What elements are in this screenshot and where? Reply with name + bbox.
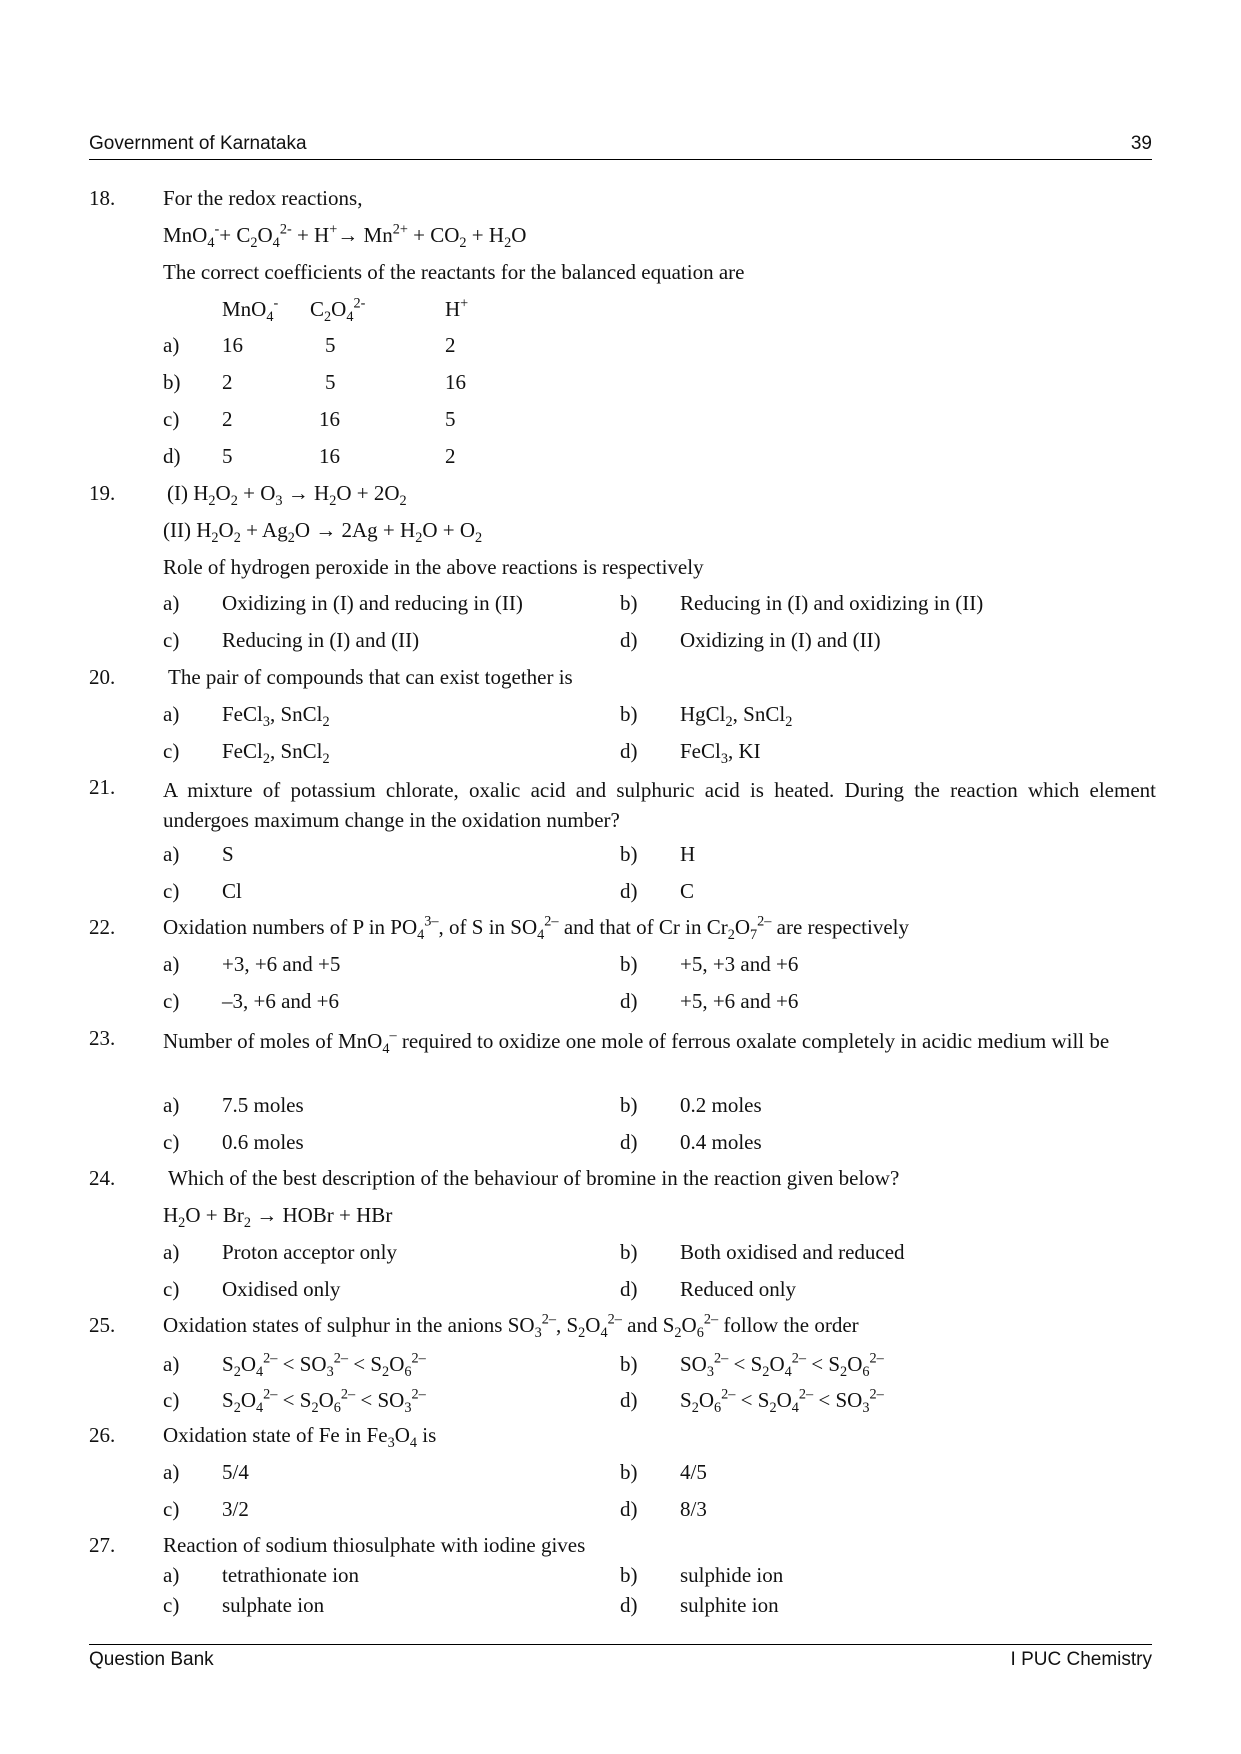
option-label: b) — [620, 1460, 638, 1484]
q21-option-a: S — [222, 842, 234, 866]
q21-option-d: C — [680, 879, 695, 903]
option-label: a) — [163, 1093, 180, 1117]
q18-row-label: a) — [163, 333, 180, 357]
option-label: d) — [620, 1130, 638, 1154]
q22-number: 22. — [89, 915, 116, 939]
q24-stem: Which of the best description of the behaviour of bromine in the reaction given below? — [168, 1166, 900, 1190]
q20-option-d: FeCl$_3$, KI — [680, 739, 761, 767]
page-number: 39 — [1130, 133, 1152, 154]
q18-row-v3: 2 — [445, 333, 456, 357]
q22-option-d: +5, +6 and +6 — [680, 989, 799, 1013]
option-label: b) — [620, 952, 638, 976]
q18-col-mno4: MnO$_4$- — [222, 295, 279, 325]
q23-stem: Number of moles of MnO$_4$– required to oxidize one mole of ferrous oxalate completely in acidic medium will be — [163, 1027, 1110, 1057]
q23-option-d: 0.4 moles — [680, 1130, 762, 1154]
q23-option-b: 0.2 moles — [680, 1093, 762, 1117]
option-label: c) — [163, 1130, 180, 1154]
q24-option-d: Reduced only — [680, 1277, 797, 1301]
q18-intro: The correct coefficients of the reactants for the balanced equation are — [163, 260, 745, 284]
q18-row-v1: 5 — [222, 444, 233, 468]
q21-option-b: H — [680, 842, 696, 866]
q18-equation: $MnO_4^-+ C_2O_4^{2-} + H^+\to Mn^{2+} + CO_2 + H_2O$ — [163, 221, 527, 251]
q18-row-v3: 2 — [445, 444, 456, 468]
q19-stem: Role of hydrogen peroxide in the above reactions is respectively — [163, 555, 704, 579]
option-label: c) — [163, 1497, 180, 1521]
option-label: c) — [163, 989, 180, 1013]
q26-option-b: 4/5 — [680, 1460, 707, 1484]
q18-row-v3: 16 — [445, 370, 466, 394]
option-label: b) — [620, 842, 638, 866]
option-label: a) — [163, 952, 180, 976]
footer-left: Question Bank — [89, 1649, 214, 1670]
q18-number: 18. — [89, 186, 116, 210]
q24-number: 24. — [89, 1166, 116, 1190]
q19-equation-2: (II) $H_2O_2 + Ag_2O \to 2Ag + H_2O + O_2$ — [163, 518, 483, 546]
q20-option-c: FeCl$_2$, SnCl$_2$ — [222, 739, 330, 767]
q18-row-label: b) — [163, 370, 181, 394]
option-label: c) — [163, 628, 180, 652]
q20-stem: The pair of compounds that can exist together is — [168, 665, 573, 689]
footer-right: I PUC Chemistry — [1010, 1649, 1152, 1670]
option-label: c) — [163, 1388, 180, 1412]
q18-col-h: H+ — [445, 295, 469, 321]
q25-option-c: $S_2O_4^{2-} < S_2O_6^{2-} < SO_3^{2-}$ — [222, 1386, 426, 1416]
option-label: d) — [620, 1388, 638, 1412]
option-label: c) — [163, 879, 180, 903]
q19-option-a: Oxidizing in (I) and reducing in (II) — [222, 591, 523, 615]
option-label: d) — [620, 1593, 638, 1617]
option-label: d) — [620, 628, 638, 652]
q26-option-c: 3/2 — [222, 1497, 249, 1521]
q20-number: 20. — [89, 665, 116, 689]
q21-option-c: Cl — [222, 879, 242, 903]
q21-stem: A mixture of potassium chlorate, oxalic acid and sulphuric acid is heated. During the reaction which element undergoes maximum change in the oxidation number? — [163, 778, 1156, 832]
q20-option-b: HgCl$_2$, SnCl$_2$ — [680, 702, 793, 730]
q19-option-d: Oxidizing in (I) and (II) — [680, 628, 881, 652]
q18-row-v2: 16 — [319, 444, 340, 468]
q25-option-a: $S_2O_4^{2-} < SO_3^{2-} < S_2O_6^{2-}$ — [222, 1350, 426, 1380]
q27-option-c: sulphate ion — [222, 1593, 325, 1617]
q24-equation: $H_2O + Br_2$ → HOBr + HBr — [163, 1203, 393, 1231]
q26-option-d: 8/3 — [680, 1497, 707, 1521]
q18-row-label: c) — [163, 407, 180, 431]
q18-row-v3: 5 — [445, 407, 456, 431]
option-label: b) — [620, 1093, 638, 1117]
q18-row-label: d) — [163, 444, 181, 468]
option-label: d) — [620, 879, 638, 903]
q20-option-a: FeCl$_3$, SnCl$_2$ — [222, 702, 330, 730]
q22-option-b: +5, +3 and +6 — [680, 952, 799, 976]
option-label: d) — [620, 1497, 638, 1521]
q27-option-d: sulphite ion — [680, 1593, 779, 1617]
q27-stem: Reaction of sodium thiosulphate with iodine gives — [163, 1533, 586, 1557]
page-footer — [89, 1644, 1152, 1675]
q18-row-v1: 16 — [222, 333, 243, 357]
q23-number: 23. — [89, 1026, 116, 1050]
option-label: d) — [620, 1277, 638, 1301]
option-label: a) — [163, 591, 180, 615]
q24-option-b: Both oxidised and reduced — [680, 1240, 905, 1264]
page-header — [89, 133, 1152, 160]
q22-option-a: +3, +6 and +5 — [222, 952, 341, 976]
q22-stem: Oxidation numbers of P in $PO_4^{3-}$, of S in $SO_4^{2-}$ and that of Cr in $Cr_2O_7^{2-}$ are respectively — [163, 913, 910, 943]
q18-stem: For the redox reactions, — [163, 186, 363, 210]
q27-number: 27. — [89, 1533, 116, 1557]
q27-option-b: sulphide ion — [680, 1563, 784, 1587]
q26-number: 26. — [89, 1423, 116, 1447]
option-label: a) — [163, 1460, 180, 1484]
option-label: a) — [163, 1352, 180, 1376]
q25-stem: Oxidation states of sulphur in the anions $SO_3^{2-}$, $S_2O_4^{2-}$ and $S_2O_6^{2-}$ follow the order — [163, 1311, 859, 1341]
q18-col-c2o4: $C_2O_4^{2-}$ — [310, 295, 366, 325]
option-label: a) — [163, 842, 180, 866]
option-label: b) — [620, 591, 638, 615]
q18-row-v1: 2 — [222, 370, 233, 394]
option-label: b) — [620, 702, 638, 726]
q23-option-c: 0.6 moles — [222, 1130, 304, 1154]
option-label: a) — [163, 702, 180, 726]
q25-number: 25. — [89, 1313, 116, 1337]
option-label: a) — [163, 1240, 180, 1264]
q26-option-a: 5/4 — [222, 1460, 249, 1484]
option-label: c) — [163, 1277, 180, 1301]
option-label: d) — [620, 739, 638, 763]
q19-option-b: Reducing in (I) and oxidizing in (II) — [680, 591, 984, 615]
q19-equation-1: (I) $H_2O_2 + O_3 \to H_2O + 2O_2$ — [167, 481, 407, 509]
q18-row-v2: 5 — [325, 333, 336, 357]
header-title: Government of Karnataka — [89, 133, 307, 154]
option-label: b) — [620, 1563, 638, 1587]
option-label: b) — [620, 1352, 638, 1376]
q19-number: 19. — [89, 481, 116, 505]
q25-option-d: $S_2O_6^{2-} < S_2O_4^{2-} < SO_3^{2-}$ — [680, 1386, 884, 1416]
option-label: c) — [163, 739, 180, 763]
q18-row-v1: 2 — [222, 407, 233, 431]
option-label: b) — [620, 1240, 638, 1264]
option-label: d) — [620, 989, 638, 1013]
q25-option-b: $SO_3^{2-} < S_2O_4^{2-} < S_2O_6^{2-}$ — [680, 1350, 884, 1380]
q24-option-c: Oxidised only — [222, 1277, 341, 1301]
q26-stem: Oxidation state of Fe in $Fe_3O_4$ is — [163, 1423, 437, 1451]
option-label: c) — [163, 1593, 180, 1617]
q22-option-c: –3, +6 and +6 — [222, 989, 340, 1013]
q27-option-a: tetrathionate ion — [222, 1563, 360, 1587]
q24-option-a: Proton acceptor only — [222, 1240, 397, 1264]
option-label: a) — [163, 1563, 180, 1587]
q23-option-a: 7.5 moles — [222, 1093, 304, 1117]
q21-number: 21. — [89, 775, 116, 799]
q19-option-c: Reducing in (I) and (II) — [222, 628, 420, 652]
q18-row-v2: 5 — [325, 370, 336, 394]
q18-row-v2: 16 — [319, 407, 340, 431]
